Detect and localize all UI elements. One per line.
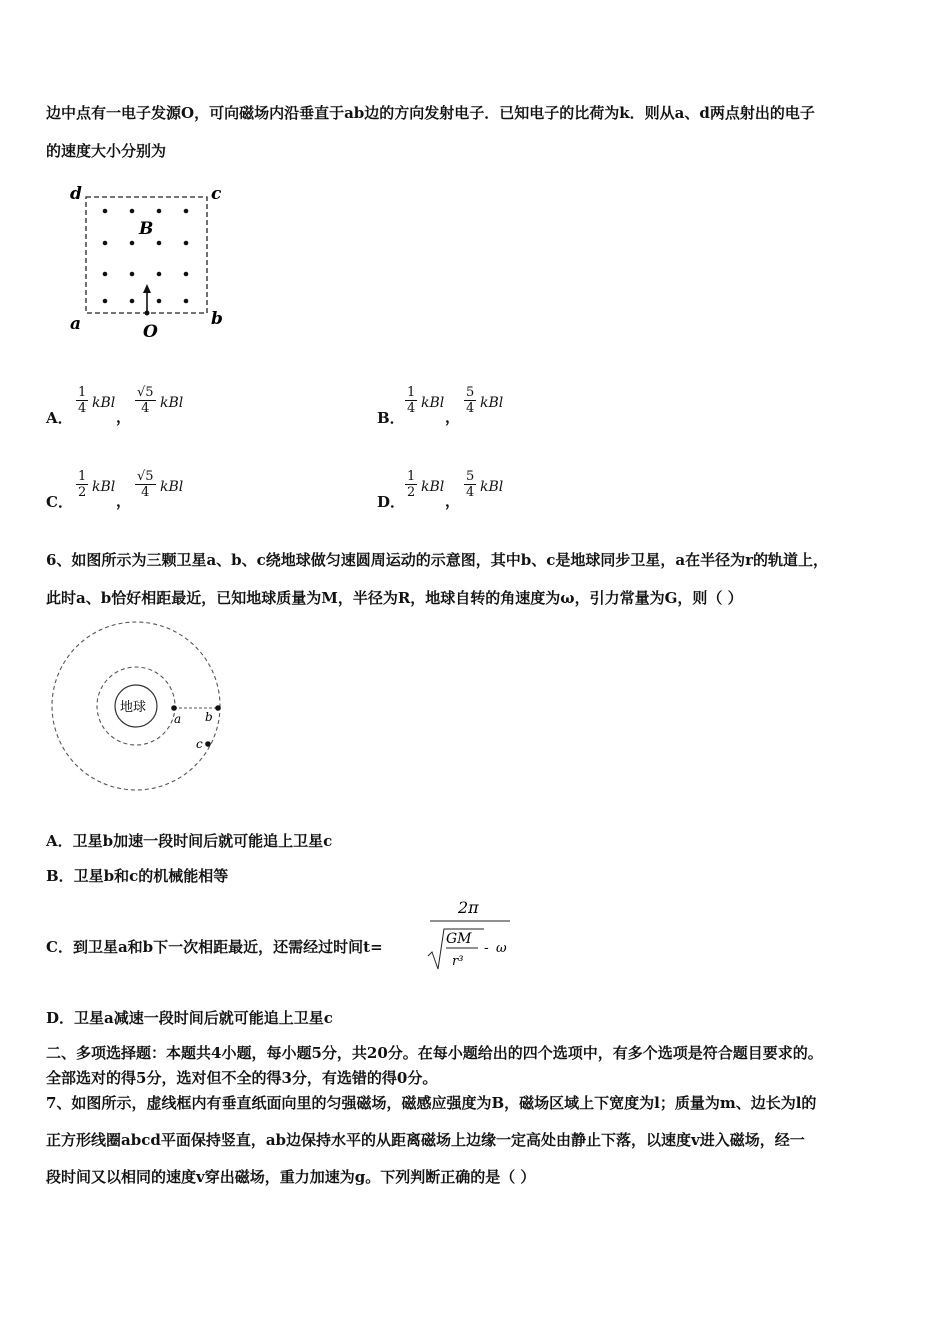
fraction: $\frac{1}{4}$ xyxy=(78,385,87,416)
minus-sign: - xyxy=(484,940,489,956)
q6-stem-line1: 6、如图所示为三颗卫星a、b、c绕地球做匀速圆周运动的示意图，其中b、c是地球同步卫星，a在半径为r的轨道上， xyxy=(46,551,829,569)
fraction: $\frac{1}{4}$ xyxy=(407,385,416,416)
q6-option-d[interactable]: D．卫星a减速一段时间后就可能追上卫星c xyxy=(46,1009,333,1027)
fraction: $\frac{5}{4}$ xyxy=(466,469,475,500)
fraction: $\frac{√5}{4}$ xyxy=(137,385,154,416)
unit: kBl xyxy=(421,479,445,495)
earth-label: 地球 xyxy=(120,700,147,715)
option-label: A． xyxy=(46,409,73,427)
corner-b: b xyxy=(211,309,223,329)
fraction: $\frac{√5}{4}$ xyxy=(137,469,154,500)
unit: kBl xyxy=(92,395,116,411)
unit: kBl xyxy=(421,395,445,411)
omega: ω xyxy=(496,941,507,956)
q6-orbit-figure xyxy=(46,620,236,795)
satellite-a xyxy=(171,705,177,711)
fraction: $\frac{5}{4}$ xyxy=(466,385,475,416)
option-label: D． xyxy=(377,493,406,511)
separator: ， xyxy=(445,492,461,510)
corner-c: c xyxy=(211,184,222,204)
q5-stem-line1: 边中点有一电子发源O，可向磁场内沿垂直于ab边的方向发射电子．已知电子的比荷为k．则从a、d两点射出的电子 xyxy=(46,104,815,122)
section2-line2: 全部选对的得5分，选对但不全的得3分，有选错的得0分。 xyxy=(46,1069,438,1087)
formula-numerator: 2π xyxy=(458,898,479,917)
fraction: $\frac{1}{2}$ xyxy=(78,469,87,500)
unit: kBl xyxy=(160,395,184,411)
q7-line3: 段时间又以相同的速度v穿出磁场，重力加速为g。下列判断正确的是（ ） xyxy=(46,1168,536,1186)
root-denominator: r³ xyxy=(452,954,464,969)
satellite-b xyxy=(215,705,221,711)
unit: kBl xyxy=(160,479,184,495)
sat-c-label: c xyxy=(196,737,203,751)
sat-a-label: a xyxy=(174,712,182,726)
q6-stem-line2: 此时a、b恰好相距最近，已知地球质量为M，半径为R，地球自转的角速度为ω，引力常量为G，则（ ） xyxy=(46,589,743,607)
option-label: C． xyxy=(46,493,73,511)
q5-stem-line2: 的速度大小分别为 xyxy=(46,142,167,160)
q6-option-a[interactable]: A．卫星b加速一段时间后就可能追上卫星c xyxy=(46,832,333,850)
section2-line1: 二、多项选择题：本题共4小题，每小题5分，共20分。在每小题给出的四个选项中，有多个选项是符合题目要求的。 xyxy=(46,1044,823,1062)
root-numerator: GM xyxy=(446,931,472,947)
q7-line1: 7、如图所示，虚线框内有垂直纸面向里的匀强磁场，磁感应强度为B，磁场区域上下宽度为l；质量为m、边长为l的 xyxy=(46,1094,817,1112)
separator: ， xyxy=(116,408,132,426)
unit: kBl xyxy=(480,395,504,411)
corner-a: a xyxy=(70,314,82,334)
fraction: $\frac{1}{2}$ xyxy=(407,469,416,500)
separator: ， xyxy=(445,408,461,426)
field-label: B xyxy=(139,219,154,239)
arrow-head-icon xyxy=(143,284,151,293)
corner-d: d xyxy=(70,184,82,204)
option-c-text: C．到卫星a和b下一次相距最近，还需经过时间t= xyxy=(46,938,383,956)
q6-option-b[interactable]: B．卫星b和c的机械能相等 xyxy=(46,867,229,885)
q5-field-figure xyxy=(60,180,230,345)
satellite-c xyxy=(205,741,211,747)
sat-b-label: b xyxy=(205,710,213,724)
unit: kBl xyxy=(92,479,116,495)
option-label: B． xyxy=(377,409,405,427)
source-label: O xyxy=(143,322,158,342)
separator: ， xyxy=(116,492,132,510)
option-c-formula xyxy=(422,893,522,975)
source-point xyxy=(145,311,150,316)
unit: kBl xyxy=(480,479,504,495)
q7-line2: 正方形线圈abcd平面保持竖直，ab边保持水平的从距离磁场上边缘一定高处由静止下落，以速度v进入磁场，经一 xyxy=(46,1131,805,1149)
